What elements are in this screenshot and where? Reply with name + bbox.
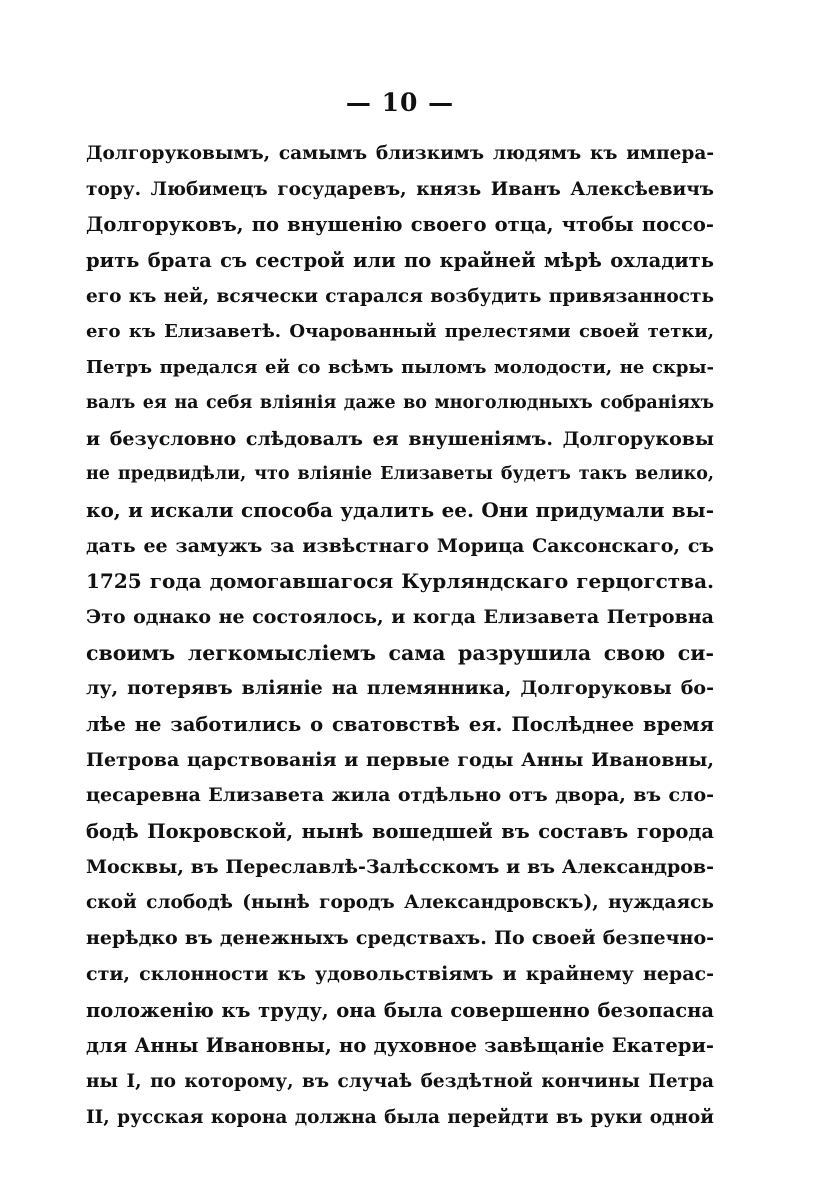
text-line: его къ ней, всячески старался возбудить привязанность — [86, 285, 714, 307]
text-line: лу, потерявъ вліяніе на племянника, Долгоруковы бо- — [86, 677, 714, 700]
page-number: — 10 — — [345, 88, 455, 117]
text-line: ской слободѣ (нынѣ городъ Александровскъ), нуждаясь — [86, 892, 714, 914]
text-line: для Анны Ивановны, но духовное завѣщаніе Екатери- — [86, 1034, 714, 1058]
text-line: лѣе не заботились о сватовствѣ ея. Послѣднее время — [86, 713, 714, 736]
body-text — [86, 136, 714, 1135]
text-line: цесаревна Елизавета жила отдѣльно отъ двора, въ сло- — [86, 784, 714, 807]
text-line: ко, и искали способа удалить ее. Они придумали вы- — [86, 497, 714, 522]
text-line: ны I, по которому, въ случаѣ бездѣтной кончины Петра — [86, 1070, 714, 1092]
text-line: II, русская корона должна была перейдти въ руки одной — [86, 1106, 714, 1128]
text-line: сти, склонности къ удовольствіямъ и крайнему нерас- — [86, 962, 714, 985]
text-line: не предвидѣли, что вліяніе Елизаветы будетъ такъ велико, — [86, 464, 714, 485]
text-line: нерѣдко въ денежныхъ средствахъ. По своей безпечно- — [86, 927, 714, 950]
text-line: тору. Любимецъ государевъ, князь Иванъ Алексѣевичъ — [86, 178, 714, 200]
text-line: и безусловно слѣдовалъ ея внушеніямъ. Долгоруковы — [86, 427, 714, 450]
text-line: своимъ легкомысліемъ сама разрушила свою си- — [86, 640, 714, 665]
text-line: 1725 года домогавшагося Курляндскаго герцогства. — [86, 569, 714, 594]
text-line: Петръ предался ей со всѣмъ пыломъ молодости, не скры- — [86, 357, 714, 379]
text-line: дать ее замужъ за извѣстнаго Морица Саксонскаго, съ — [86, 534, 714, 557]
text-line: положенію къ труду, она была совершенно безопасна — [86, 998, 714, 1022]
text-line: Долгоруковъ, по внушенію своего отца, чтобы поссо- — [86, 213, 714, 237]
text-line: валъ ея на себя вліянія даже во многолюдныхъ собраніяхъ — [86, 392, 714, 413]
text-line: Петрова царствованія и первые годы Анны Ивановны, — [86, 748, 714, 771]
text-line: Это однако не состоялось, и когда Елизавета Петровна — [86, 605, 714, 628]
text-line: бодѣ Покровской, нынѣ вошедшей въ составъ города — [86, 820, 714, 844]
text-line: Долгоруковымъ, самымъ близкимъ людямъ къ импера- — [86, 143, 714, 164]
text-line: его къ Елизаветѣ. Очарованный прелестями своей тетки, — [86, 321, 714, 343]
text-line: Москвы, въ Переславлѣ-Залѣсскомъ и въ Александров- — [86, 855, 714, 878]
text-line: рить брата съ сестрой или по крайней мѣрѣ охладить — [86, 249, 714, 273]
